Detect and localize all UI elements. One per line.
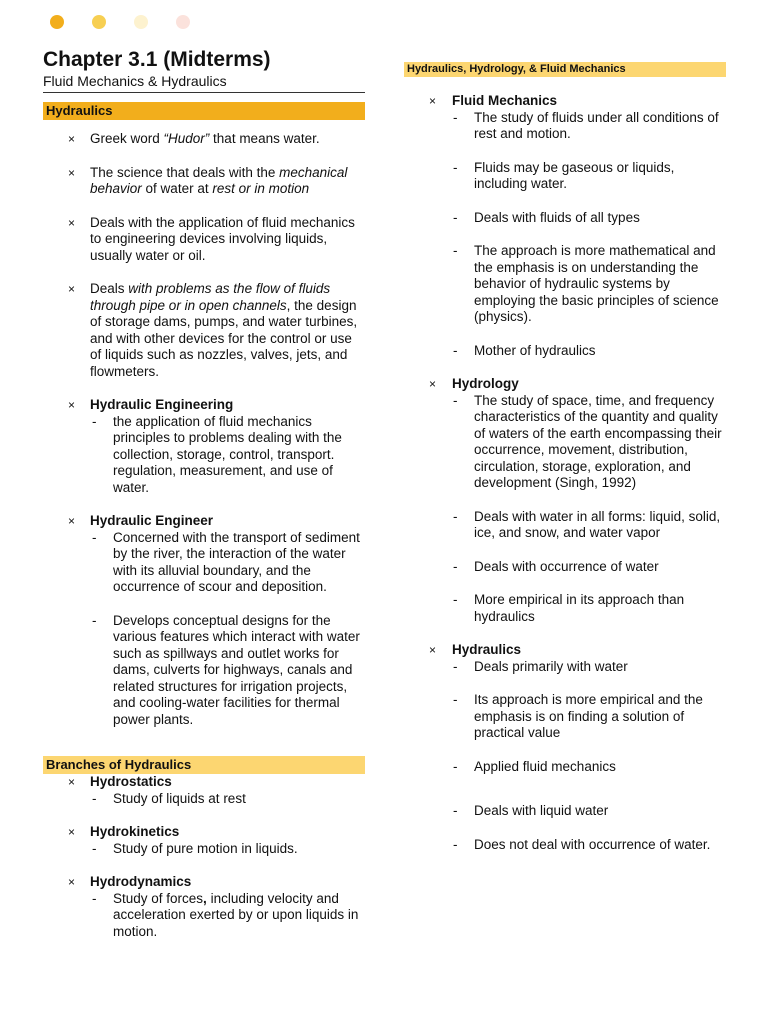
dash-bullet: -: [453, 836, 458, 852]
dash-bullet: -: [453, 342, 458, 358]
dash-bullet: -: [453, 758, 458, 774]
header-dots: [50, 15, 190, 29]
dash-bullet: -: [92, 612, 97, 628]
dot-4: [176, 15, 190, 29]
bullet-item: × Greek word “Hudor” that means water.: [68, 131, 320, 146]
page-subtitle: Fluid Mechanics & Hydraulics: [43, 72, 365, 93]
x-bullet-icon: ×: [68, 282, 76, 296]
item-heading: Fluid Mechanics: [452, 93, 558, 108]
sub-item: - Applied fluid mechanics: [453, 758, 616, 774]
sub-item: - Its approach is more empirical and the emphasis is on finding a solution of practical value: [453, 692, 703, 740]
dot-2: [92, 15, 106, 29]
sub-item: - Mother of hydraulics: [453, 342, 596, 358]
left-column: [43, 48, 365, 940]
branch-item-hydrostatics: [43, 774, 365, 791]
sub-item: - Develops conceptual designs for the various features which interact with water such as spillways and outlet works for dams, culverts for highways, canals and related structures for irrigation projects, and cooling-water facilities for thermal power plants.: [92, 612, 360, 727]
x-bullet-icon: ×: [68, 398, 76, 412]
sub-item: - Does not deal with occurrence of water.: [453, 836, 711, 852]
x-bullet-icon: ×: [68, 825, 76, 839]
branch-item-hydrokinetics: [43, 824, 365, 841]
x-bullet-icon: ×: [429, 643, 437, 657]
dash-bullet: -: [453, 243, 458, 258]
dash-bullet: -: [453, 209, 458, 225]
page-title: Chapter 3.1 (Midterms): [43, 48, 271, 71]
dash-bullet: -: [453, 803, 458, 818]
x-bullet-icon: ×: [429, 94, 437, 108]
sub-item: - Deals with occurrence of water: [453, 558, 659, 574]
x-bullet-icon: ×: [68, 165, 76, 180]
bullet-item-hydrology: [404, 376, 726, 393]
x-bullet-icon: ×: [68, 775, 76, 789]
dot-3: [134, 15, 148, 29]
bullet-item: × Deals with the application of fluid mechanics to engineering devices involving liquids, usually water or oil.: [68, 214, 355, 263]
dash-bullet: -: [453, 592, 458, 607]
item-heading: Hydrokinetics: [90, 824, 180, 839]
sub-item: - More empirical in its approach than hydraulics: [453, 592, 685, 624]
dash-bullet: -: [92, 890, 97, 906]
sub-item: - The study of fluids under all conditions of rest and motion.: [453, 109, 719, 141]
sub-item: - Deals primarily with water: [453, 658, 628, 674]
dash-bullet: -: [453, 692, 458, 707]
bullet-item-hydraulic-engineering: [43, 397, 365, 414]
dash-bullet: -: [92, 529, 97, 545]
dash-bullet: -: [453, 558, 458, 574]
branch-item-hydrodynamics: [43, 874, 365, 891]
right-column: [404, 62, 726, 853]
sub-item: - The approach is more mathematical and the emphasis is on understanding the behavior of hydraulic systems by employing the basic principles of science (physics).: [453, 243, 719, 324]
dash-bullet: -: [92, 790, 97, 806]
dash-bullet: -: [453, 159, 458, 175]
sub-item: - The study of space, time, and frequency characteristics of the quantity and quality of waters of the earth encompassing their occurrence, movement, distribution, circulation, storage, exploration, and development (Singh, 1992): [453, 392, 722, 490]
section-band-branches: Branches of Hydraulics: [43, 756, 365, 774]
x-bullet-icon: ×: [68, 514, 76, 528]
dash-bullet: -: [92, 413, 97, 429]
x-bullet-icon: ×: [429, 377, 437, 391]
section-band-comparison: Hydraulics, Hydrology, & Fluid Mechanics: [404, 62, 726, 77]
item-heading: Hydrostatics: [90, 774, 172, 789]
item-heading: Hydraulics: [452, 642, 522, 657]
sub-item: - Concerned with the transport of sediment by the river, the interaction of the water with its alluvial boundary, and the occurrence of scour and deposition.: [92, 529, 360, 594]
dash-bullet: -: [92, 840, 97, 856]
sub-item: - Study of liquids at rest: [92, 790, 246, 806]
dot-1: [50, 15, 64, 29]
bullet-item-fluid-mechanics: [404, 93, 726, 110]
bullet-item: × Deals with problems as the flow of fluids through pipe or in open channels, the design of storage dams, pumps, and water turbines, and with other devices for the control or use of liquids such as nozzles, valves, jets, and flowmeters.: [68, 281, 358, 379]
sub-item: - Deals with water in all forms: liquid, solid, ice, and snow, and water vapor: [453, 508, 721, 540]
x-bullet-icon: ×: [68, 875, 76, 889]
sub-item: - Fluids may be gaseous or liquids, including water.: [453, 159, 675, 191]
sub-item: - Deals with liquid water: [453, 803, 609, 818]
dash-bullet: -: [453, 508, 458, 524]
sub-item: - Study of forces, including velocity and acceleration exerted by or upon liquids in motion.: [92, 890, 359, 939]
x-bullet-icon: ×: [68, 215, 76, 230]
item-heading: Hydraulic Engineering: [90, 397, 234, 412]
sub-item: - Deals with fluids of all types: [453, 209, 640, 225]
sub-item: - the application of fluid mechanics principles to problems dealing with the collection, storage, control, transport. regulation, measurement, and use of water.: [92, 413, 342, 495]
item-heading: Hydraulic Engineer: [90, 513, 214, 528]
item-heading: Hydrodynamics: [90, 874, 192, 889]
item-heading: Hydrology: [452, 376, 519, 391]
dash-bullet: -: [453, 392, 458, 408]
dash-bullet: -: [453, 109, 458, 125]
section-band-hydraulics: Hydraulics: [43, 102, 365, 120]
sub-item: - Study of pure motion in liquids.: [92, 840, 298, 856]
bullet-item-hydraulics: [404, 642, 726, 659]
dash-bullet: -: [453, 658, 458, 674]
bullet-item: × The science that deals with the mechanical behavior of water at rest or in motion: [68, 164, 348, 196]
bullet-item-hydraulic-engineer: [43, 513, 365, 530]
x-bullet-icon: ×: [68, 132, 76, 146]
